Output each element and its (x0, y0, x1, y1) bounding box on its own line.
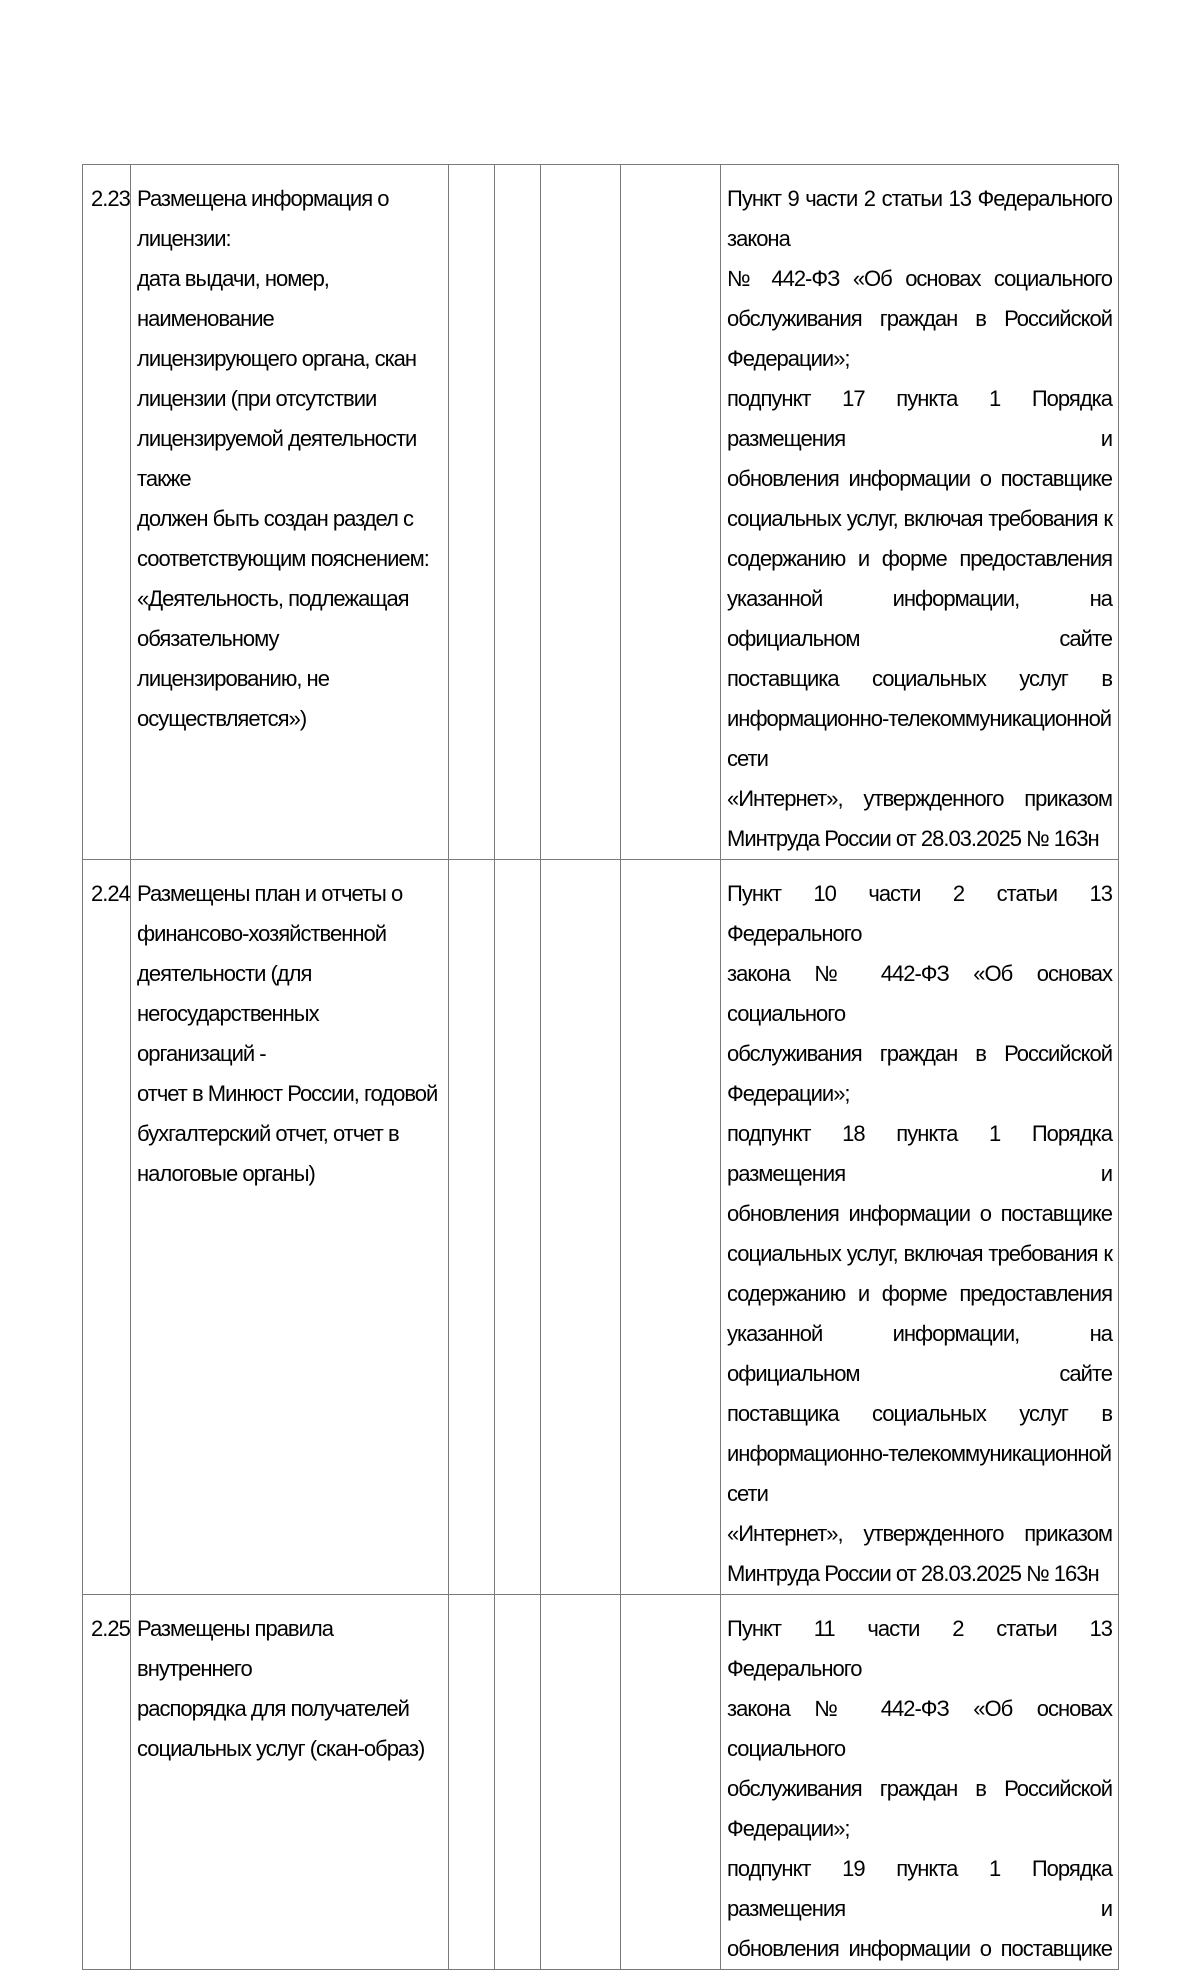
legal-basis-line: социальных услуг, включая требования к (727, 1241, 1112, 1266)
empty-cell (449, 165, 495, 860)
empty-cell (495, 165, 541, 860)
legal-basis-line: подпункт 17 пункта 1 Порядка размещения и (727, 386, 1112, 451)
row-legal-basis (721, 1595, 1119, 1970)
row-description: Размещены план и отчеты о финансово-хозяйственной деятельности (для негосударственных организаций - отчет в Минюст России, годовой бухгалтерский отчет, отчет в налоговые органы) (131, 860, 449, 1595)
row-number: 2.25 (83, 1595, 131, 1970)
legal-basis-line: Минтруда России от 28.03.2025 № 163н (727, 826, 1099, 851)
row-number: 2.24 (83, 860, 131, 1595)
checklist-table (82, 164, 1119, 1970)
legal-basis-line: указанной информации, на официальном сайте (727, 1321, 1112, 1386)
legal-basis-line: Минтруда России от 28.03.2025 № 163н (727, 1561, 1099, 1586)
legal-basis-line: обновления информации о поставщике (727, 1201, 1112, 1226)
empty-cell (449, 1595, 495, 1970)
table-row (83, 1595, 1119, 1970)
empty-cell (541, 1595, 621, 1970)
empty-cell (495, 1595, 541, 1970)
legal-basis-line: обслуживания граждан в Российской (727, 1041, 1112, 1066)
row-legal-basis (721, 165, 1119, 860)
legal-basis-line: подпункт 18 пункта 1 Порядка размещения и (727, 1121, 1112, 1186)
empty-cell (449, 860, 495, 1595)
legal-basis-line: Федерации»; (727, 346, 850, 371)
legal-basis-line: Федерации»; (727, 1081, 850, 1106)
table-row (83, 165, 1119, 860)
empty-cell (621, 860, 721, 1595)
legal-basis-line: социальных услуг, включая требования к (727, 506, 1112, 531)
legal-basis-line: Пункт 9 части 2 статьи 13 Федерального закона (727, 186, 1112, 251)
legal-basis-line: содержанию и форме предоставления (727, 1281, 1112, 1306)
legal-basis-line: информационно-телекоммуникационной сети (727, 706, 1112, 771)
legal-basis-line: «Интернет», утвержденного приказом (727, 786, 1112, 811)
legal-basis-line: Пункт 10 части 2 статьи 13 Федерального (727, 881, 1112, 946)
legal-basis-line: обновления информации о поставщике (727, 1936, 1112, 1961)
legal-basis-line: Пункт 11 части 2 статьи 13 Федерального (727, 1616, 1112, 1681)
legal-basis-line: обслуживания граждан в Российской (727, 306, 1112, 331)
empty-cell (541, 165, 621, 860)
legal-basis-line: № 442-ФЗ «Об основах социального (727, 266, 1112, 291)
legal-basis-line: подпункт 19 пункта 1 Порядка размещения и (727, 1856, 1112, 1921)
legal-basis-line: указанной информации, на официальном сайте (727, 586, 1112, 651)
table-row (83, 860, 1119, 1595)
legal-basis-line: поставщика социальных услуг в (727, 1401, 1112, 1426)
legal-basis-line: Федерации»; (727, 1816, 850, 1841)
legal-basis-line: обслуживания граждан в Российской (727, 1776, 1112, 1801)
legal-basis-line: закона № 442-ФЗ «Об основах социального (727, 961, 1112, 1026)
empty-cell (621, 165, 721, 860)
row-number: 2.23 (83, 165, 131, 860)
legal-basis-line: «Интернет», утвержденного приказом (727, 1521, 1112, 1546)
legal-basis-line: содержанию и форме предоставления (727, 546, 1112, 571)
empty-cell (621, 1595, 721, 1970)
empty-cell (541, 860, 621, 1595)
legal-basis-line: обновления информации о поставщике (727, 466, 1112, 491)
row-legal-basis (721, 860, 1119, 1595)
row-description: Размещена информация о лицензии: дата выдачи, номер, наименование лицензирующего органа, скан лицензии (при отсутствии лицензируемой деятельности также должен быть создан раздел с соответствующим пояснением: «Деятельность, подлежащая обязательному лицензированию, не осуществляется») (131, 165, 449, 860)
legal-basis-line: закона № 442-ФЗ «Об основах социального (727, 1696, 1112, 1761)
legal-basis-line: информационно-телекоммуникационной сети (727, 1441, 1112, 1506)
row-description: Размещены правила внутреннего распорядка для получателей социальных услуг (скан-образ) (131, 1595, 449, 1970)
empty-cell (495, 860, 541, 1595)
legal-basis-line: поставщика социальных услуг в (727, 666, 1112, 691)
